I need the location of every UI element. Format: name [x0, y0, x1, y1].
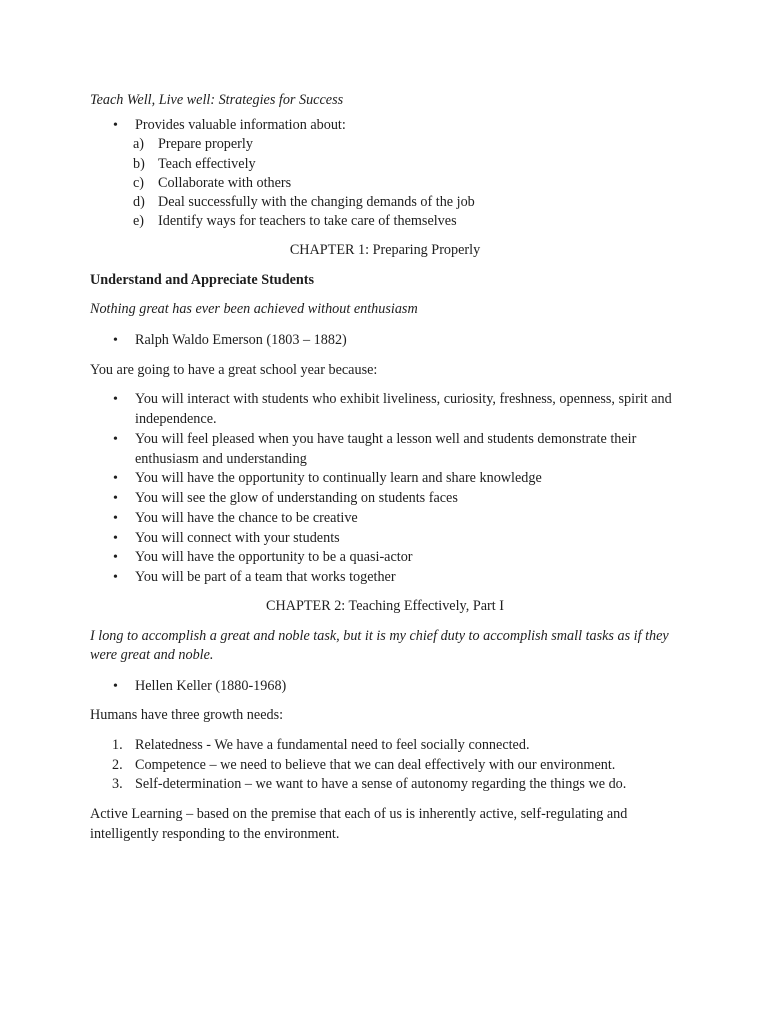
chapter-2-heading: CHAPTER 2: Teaching Effectively, Part I — [266, 598, 504, 615]
list-item — [90, 212, 680, 231]
list-item — [90, 193, 680, 212]
active-learning-paragraph: Active Learning – based on the premise that each of us is inherently active, self-regulating and intelligently responding to the environment. — [90, 806, 628, 842]
chapter-1-lead: You are going to have a great school year because: — [90, 361, 378, 378]
intro-bullet: • Provides valuable information about: — [90, 116, 680, 136]
list-item: • You will have the opportunity to be a quasi-actor — [90, 548, 680, 568]
document-title: Teach Well, Live well: Strategies for Success — [90, 92, 344, 108]
intro-sublist — [90, 135, 680, 231]
list-marker: c) — [133, 174, 145, 191]
list-item: • You will see the glow of understanding on students faces — [90, 489, 680, 509]
list-item: • You will be part of a team that works together — [90, 568, 680, 588]
reasons-list — [90, 390, 680, 588]
list-item-text: Deal successfully with the changing demands of the job — [158, 193, 475, 210]
list-item-text: Identify ways for teachers to take care of themselves — [158, 213, 457, 230]
list-item — [90, 756, 680, 776]
list-item — [90, 775, 680, 795]
list-item: • You will interact with students who exhibit liveliness, curiosity, freshness, openness, spirit and independence. — [90, 390, 680, 430]
chapter-2-quote: I long to accomplish a great and noble task, but it is my chief duty to accomplish small tasks as if they were great and noble. — [90, 627, 669, 664]
quote-author: • Ralph Waldo Emerson (1803 – 1882) — [90, 331, 680, 351]
list-item — [90, 736, 680, 756]
growth-needs-list — [90, 736, 680, 795]
list-item-text: Self-determination – we want to have a sense of autonomy regarding the things we do. — [135, 776, 627, 793]
chapter-1-heading: CHAPTER 1: Preparing Properly — [289, 242, 481, 259]
list-item: • You will have the opportunity to continually learn and share knowledge — [90, 469, 680, 489]
list-item-text: Relatedness - We have a fundamental need to feel socially connected. — [135, 736, 530, 753]
list-item — [90, 155, 680, 174]
list-item: • You will have the chance to be creative — [90, 509, 680, 529]
list-marker: 3. — [112, 776, 123, 793]
intro-list — [90, 116, 680, 136]
list-marker: 2. — [112, 756, 123, 773]
quote-author: • Hellen Keller (1880-1968) — [90, 677, 680, 697]
list-marker: e) — [133, 213, 145, 230]
list-item-text: Prepare properly — [158, 136, 253, 153]
list-marker: 1. — [112, 736, 123, 753]
document-page — [90, 91, 680, 844]
list-item — [90, 174, 680, 193]
quote-author-list — [90, 331, 680, 351]
list-item-text: Collaborate with others — [158, 174, 292, 191]
list-item-text: Competence – we need to believe that we can deal effectively with our environment. — [135, 756, 616, 773]
list-item — [90, 135, 680, 154]
quote-author-list — [90, 677, 680, 697]
section-heading: Understand and Appreciate Students — [90, 271, 315, 288]
list-marker: d) — [133, 193, 145, 210]
list-item: • You will connect with your students — [90, 529, 680, 549]
list-marker: a) — [133, 136, 145, 153]
list-marker: b) — [133, 155, 145, 172]
list-item-text: Teach effectively — [158, 155, 256, 172]
chapter-2-lead: Humans have three growth needs: — [90, 707, 284, 724]
chapter-1-quote: Nothing great has ever been achieved without enthusiasm — [90, 301, 418, 318]
list-item: • You will feel pleased when you have taught a lesson well and students demonstrate their enthusiasm and understanding — [90, 430, 680, 470]
